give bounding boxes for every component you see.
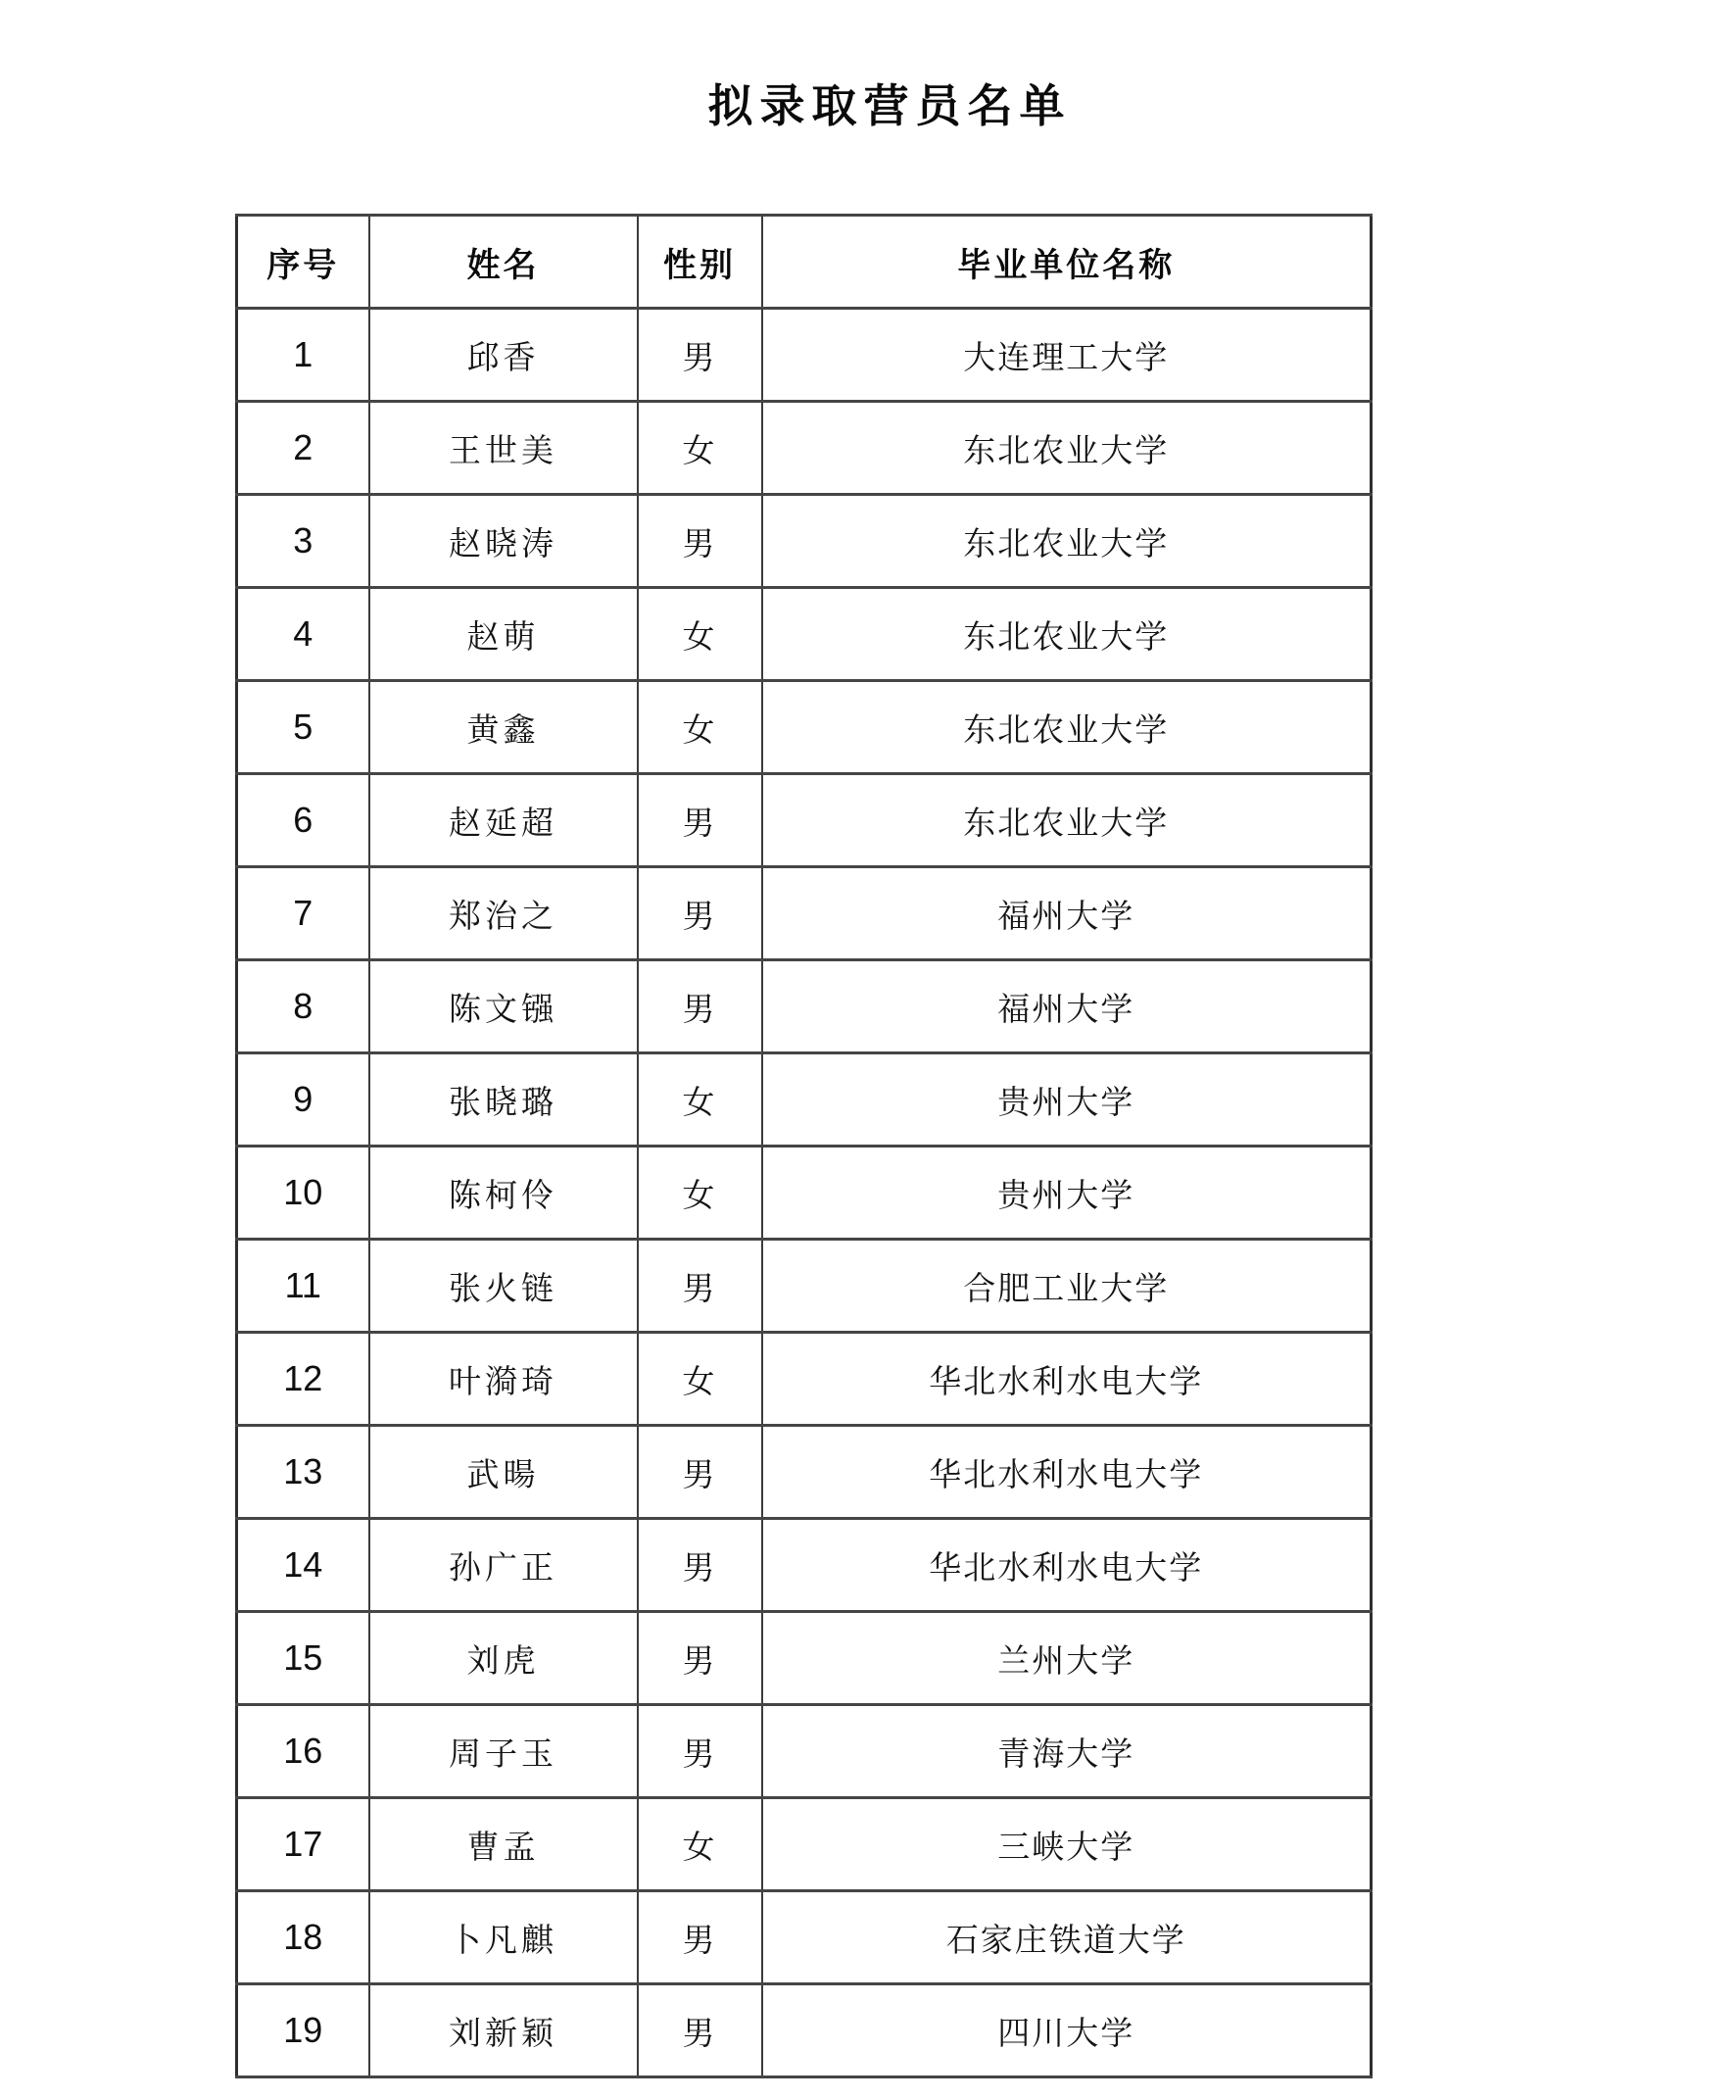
row-gender-cell: 男	[638, 309, 762, 402]
row-school-cell: 福州大学	[762, 867, 1372, 960]
row-index-cell: 9	[237, 1053, 369, 1147]
row-name-cell: 黄鑫	[369, 681, 638, 774]
row-gender-cell: 女	[638, 1333, 762, 1426]
header-gender: 性别	[638, 216, 762, 309]
row-school-cell: 兰州大学	[762, 1612, 1372, 1705]
row-name-cell: 刘虎	[369, 1612, 638, 1705]
table-row	[237, 1519, 1372, 1612]
row-gender-cell: 男	[638, 1426, 762, 1519]
row-gender-cell: 男	[638, 1612, 762, 1705]
row-index-cell: 18	[237, 1891, 369, 1984]
header-name: 姓名	[369, 216, 638, 309]
row-name-cell: 刘新颖	[369, 1984, 638, 2077]
row-name-cell: 陈柯伶	[369, 1147, 638, 1240]
row-index-cell: 7	[237, 867, 369, 960]
row-school-cell: 青海大学	[762, 1705, 1372, 1798]
table-row	[237, 1333, 1372, 1426]
table-row	[237, 681, 1372, 774]
row-name-cell: 郑治之	[369, 867, 638, 960]
row-school-cell: 东北农业大学	[762, 774, 1372, 867]
row-school-cell: 东北农业大学	[762, 681, 1372, 774]
row-gender-cell: 女	[638, 588, 762, 681]
row-index-cell: 11	[237, 1240, 369, 1333]
row-index-cell: 6	[237, 774, 369, 867]
row-index-cell: 5	[237, 681, 369, 774]
row-school-cell: 华北水利水电大学	[762, 1333, 1372, 1426]
row-index-cell: 8	[237, 960, 369, 1053]
row-school-cell: 四川大学	[762, 1984, 1372, 2077]
row-name-cell: 张晓璐	[369, 1053, 638, 1147]
row-name-cell: 陈文镪	[369, 960, 638, 1053]
table-header-row	[237, 216, 1372, 309]
row-name-cell: 孙广正	[369, 1519, 638, 1612]
row-index-cell: 19	[237, 1984, 369, 2077]
table-row	[237, 495, 1372, 588]
table-row	[237, 1426, 1372, 1519]
table-row	[237, 867, 1372, 960]
row-school-cell: 福州大学	[762, 960, 1372, 1053]
row-gender-cell: 男	[638, 1891, 762, 1984]
row-name-cell: 张火链	[369, 1240, 638, 1333]
row-index-cell: 4	[237, 588, 369, 681]
row-index-cell: 14	[237, 1519, 369, 1612]
table-row	[237, 1705, 1372, 1798]
row-name-cell: 曹孟	[369, 1798, 638, 1891]
table-row	[237, 402, 1372, 495]
row-index-cell: 17	[237, 1798, 369, 1891]
row-index-cell: 15	[237, 1612, 369, 1705]
row-school-cell: 大连理工大学	[762, 309, 1372, 402]
row-gender-cell: 男	[638, 495, 762, 588]
row-gender-cell: 男	[638, 867, 762, 960]
row-gender-cell: 男	[638, 774, 762, 867]
row-gender-cell: 男	[638, 1240, 762, 1333]
table-row	[237, 774, 1372, 867]
table-row	[237, 588, 1372, 681]
header-index: 序号	[237, 216, 369, 309]
row-school-cell: 东北农业大学	[762, 402, 1372, 495]
row-school-cell: 三峡大学	[762, 1798, 1372, 1891]
row-name-cell: 叶漪琦	[369, 1333, 638, 1426]
row-gender-cell: 女	[638, 1147, 762, 1240]
row-gender-cell: 男	[638, 960, 762, 1053]
row-school-cell: 合肥工业大学	[762, 1240, 1372, 1333]
table-row	[237, 309, 1372, 402]
row-school-cell: 贵州大学	[762, 1053, 1372, 1147]
row-gender-cell: 男	[638, 1984, 762, 2077]
row-index-cell: 10	[237, 1147, 369, 1240]
row-index-cell: 16	[237, 1705, 369, 1798]
row-name-cell: 赵萌	[369, 588, 638, 681]
row-gender-cell: 女	[638, 1053, 762, 1147]
row-school-cell: 华北水利水电大学	[762, 1519, 1372, 1612]
table-row	[237, 1891, 1372, 1984]
row-school-cell: 贵州大学	[762, 1147, 1372, 1240]
table-row	[237, 960, 1372, 1053]
table-row	[237, 1798, 1372, 1891]
row-index-cell: 3	[237, 495, 369, 588]
row-index-cell: 12	[237, 1333, 369, 1426]
row-name-cell: 王世美	[369, 402, 638, 495]
table-row	[237, 1984, 1372, 2077]
row-name-cell: 武暘	[369, 1426, 638, 1519]
row-gender-cell: 男	[638, 1705, 762, 1798]
row-name-cell: 赵晓涛	[369, 495, 638, 588]
document-title: 拟录取营员名单	[707, 81, 1072, 131]
table-row	[237, 1240, 1372, 1333]
row-gender-cell: 女	[638, 1798, 762, 1891]
row-index-cell: 13	[237, 1426, 369, 1519]
row-index-cell: 1	[237, 309, 369, 402]
row-school-cell: 东北农业大学	[762, 495, 1372, 588]
row-name-cell: 邱香	[369, 309, 638, 402]
row-name-cell: 周子玉	[369, 1705, 638, 1798]
row-gender-cell: 女	[638, 681, 762, 774]
roster-table	[235, 214, 1373, 2078]
row-index-cell: 2	[237, 402, 369, 495]
row-school-cell: 华北水利水电大学	[762, 1426, 1372, 1519]
table-row	[237, 1612, 1372, 1705]
row-gender-cell: 女	[638, 402, 762, 495]
row-school-cell: 东北农业大学	[762, 588, 1372, 681]
row-school-cell: 石家庄铁道大学	[762, 1891, 1372, 1984]
row-gender-cell: 男	[638, 1519, 762, 1612]
table-row	[237, 1147, 1372, 1240]
row-name-cell: 赵延超	[369, 774, 638, 867]
row-name-cell: 卜凡麒	[369, 1891, 638, 1984]
table-row	[237, 1053, 1372, 1147]
header-school: 毕业单位名称	[762, 216, 1372, 309]
